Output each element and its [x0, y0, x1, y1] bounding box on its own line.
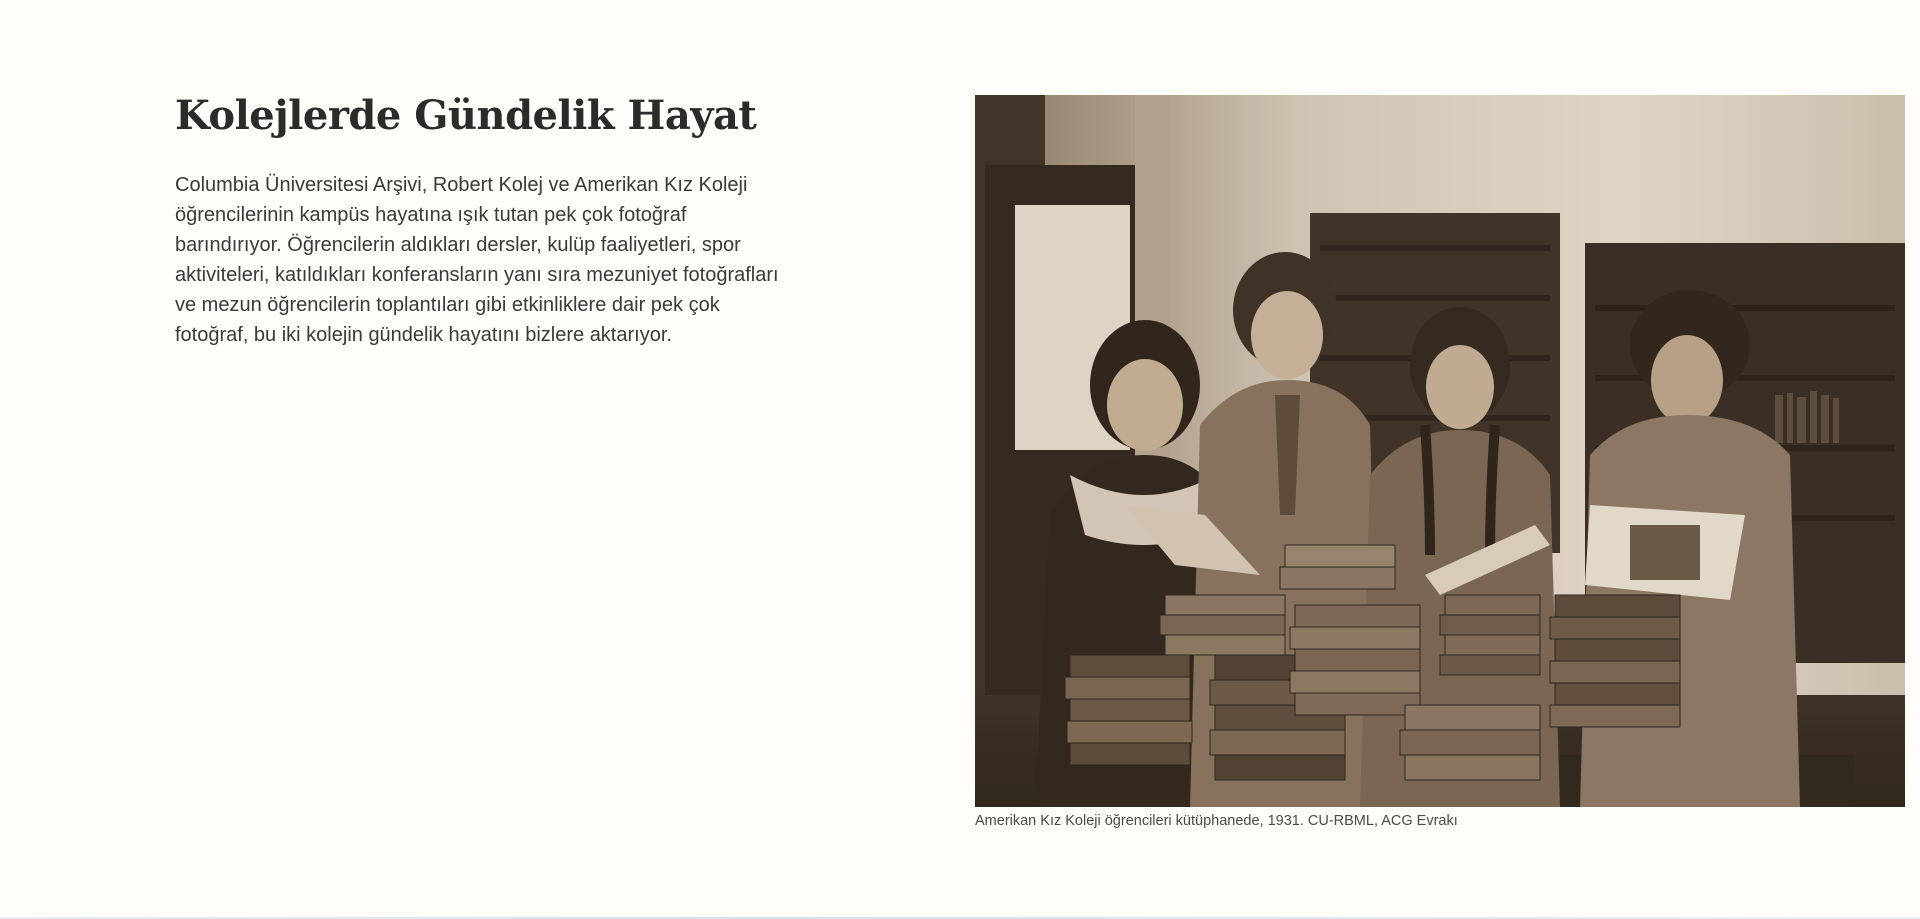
sepia-library-photo-illustration — [975, 95, 1905, 807]
section-title: Kolejlerde Gündelik Hayat — [175, 92, 757, 139]
archive-photo[interactable] — [975, 95, 1905, 807]
photo-figure — [975, 95, 1905, 831]
intro-text-column — [175, 92, 795, 350]
section-description: Columbia Üniversitesi Arşivi, Robert Kolej ve Amerikan Kız Koleji öğrencilerinin kampüs hayatına ışık tutan pek çok fotoğraf barındırıyor. Öğrencilerin aldıkları dersler, kulüp faaliyetleri, spor aktiviteleri, katıldıkları konferansların yanı sıra mezuniyet fotoğrafları ve mezun öğrencilerin toplantıları gibi etkinliklere dair pek çok fotoğraf, bu iki kolejin gündelik hayatını bizlere aktarıyor. — [175, 174, 779, 346]
photo-caption: Amerikan Kız Koleji öğrencileri kütüphanede, 1931. CU-RBML, ACG Evrakı — [975, 813, 1458, 829]
